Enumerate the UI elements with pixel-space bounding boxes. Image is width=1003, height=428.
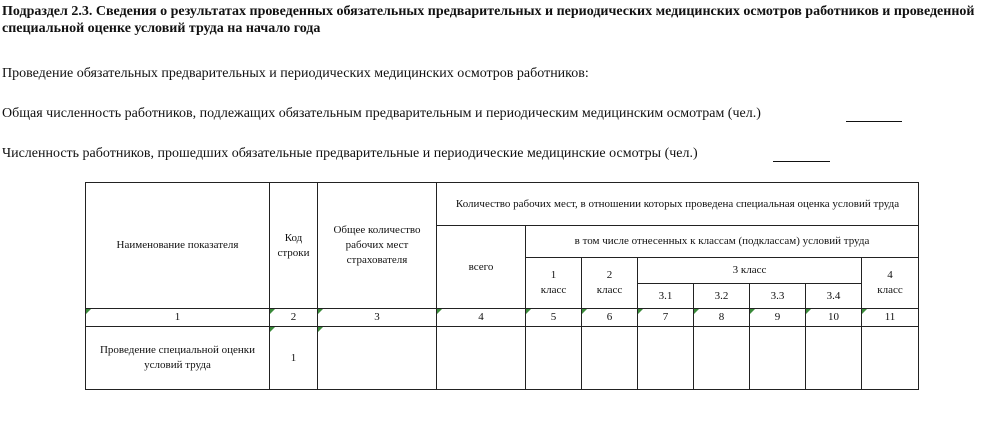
cell-class-3-1[interactable] — [638, 327, 694, 390]
header-class-4-number: 4 — [887, 269, 893, 281]
header-class-2 — [582, 258, 638, 309]
column-number: 10 — [806, 309, 862, 327]
header-class-4-word: класс — [877, 284, 903, 296]
column-number: 8 — [694, 309, 750, 327]
total-workers-label: Общая численность работников, подлежащих обязательным предварительным и периодическим медицинским осмотрам (чел.) — [2, 106, 761, 121]
header-including-classes: в том числе отнесенных к классам (подклассам) условий труда — [526, 226, 919, 258]
intro-text: Проведение обязательных предварительных и периодических медицинских осмотров работников: — [2, 66, 589, 81]
row-code: 1 — [270, 327, 318, 390]
header-subclass-3-3: 3.3 — [750, 284, 806, 309]
header-class-4 — [862, 258, 919, 309]
cell-all[interactable] — [437, 327, 526, 390]
header-subclass-3-1: 3.1 — [638, 284, 694, 309]
column-number: 9 — [750, 309, 806, 327]
table-row — [86, 327, 919, 390]
assessment-table — [85, 182, 919, 390]
cell-class-4[interactable] — [862, 327, 919, 390]
header-total-workplaces: Общее количество рабочих мест страхователя — [318, 183, 437, 309]
column-number: 11 — [862, 309, 919, 327]
header-subclass-3-4: 3.4 — [806, 284, 862, 309]
header-code: Код строки — [270, 183, 318, 309]
header-class-1-word: класс — [540, 284, 567, 296]
header-all: всего — [437, 226, 526, 309]
column-number: 6 — [582, 309, 638, 327]
column-number: 4 — [437, 309, 526, 327]
cell-class-1[interactable] — [526, 327, 582, 390]
header-subclass-3-2: 3.2 — [694, 284, 750, 309]
header-assessed-workplaces: Количество рабочих мест, в отношении которых проведена специальная оценка условий труда — [437, 183, 919, 226]
column-number: 3 — [318, 309, 437, 327]
column-number: 7 — [638, 309, 694, 327]
cell-class-2[interactable] — [582, 327, 638, 390]
column-number: 1 — [86, 309, 270, 327]
column-number: 2 — [270, 309, 318, 327]
header-class-1 — [526, 258, 582, 309]
header-class-3: 3 класс — [638, 258, 862, 284]
total-workers-field[interactable] — [846, 121, 902, 122]
header-indicator: Наименование показателя — [86, 183, 270, 309]
examined-workers-label: Численность работников, прошедших обязательные предварительные и периодические медицинские осмотры (чел.) — [2, 146, 698, 161]
cell-total-workplaces[interactable] — [318, 327, 437, 390]
section-heading: Подраздел 2.3. Сведения о результатах проведенных обязательных предварительных и периодических медицинских осмотров работников и проведенной специальной оценке условий труда на начало года — [2, 4, 975, 36]
header-class-1-number: 1 — [550, 269, 557, 281]
header-class-2-number: 2 — [606, 269, 613, 281]
row-label: Проведение специальной оценки условий труда — [86, 327, 270, 390]
column-number-row — [86, 309, 919, 327]
header-class-2-word: класс — [596, 284, 623, 296]
cell-class-3-3[interactable] — [750, 327, 806, 390]
cell-class-3-2[interactable] — [694, 327, 750, 390]
examined-workers-field[interactable] — [773, 161, 830, 162]
cell-class-3-4[interactable] — [806, 327, 862, 390]
column-number: 5 — [526, 309, 582, 327]
